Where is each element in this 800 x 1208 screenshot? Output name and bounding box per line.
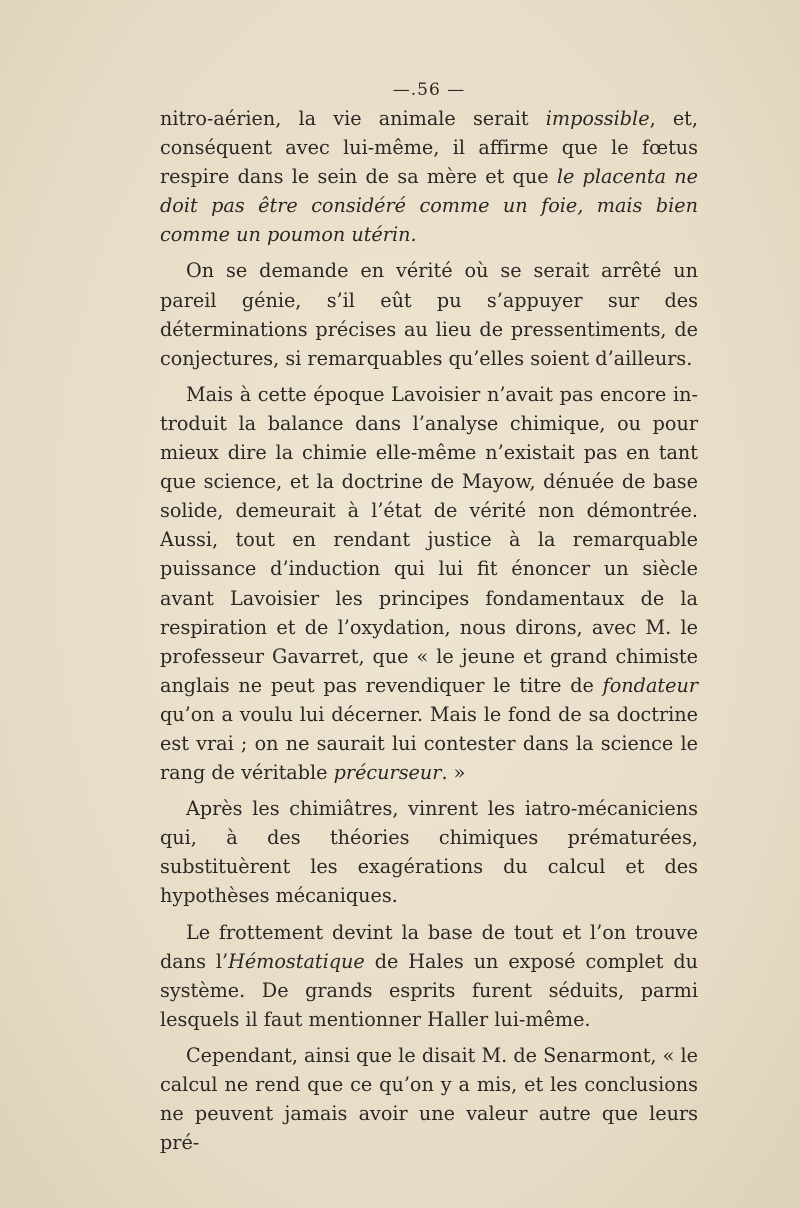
text-run: nitro-aérien, la vie animale serait bbox=[160, 107, 546, 130]
italic-run: Hémostatique bbox=[228, 949, 365, 973]
paragraph-5 bbox=[160, 918, 698, 1034]
text-run: de Hales un exposé complet du système. De grands esprits furent séduits, parmi lesquels il faut mentionner Haller lui-même. bbox=[160, 949, 698, 1031]
paragraph-1 bbox=[160, 104, 698, 249]
text-run: Cependant, ainsi que le disait M. de Senarmont, « le calcul ne rend que ce qu’on y a mis, et les conclusions ne peuvent jamais avoir une valeur autre que leurs pré- bbox=[160, 1043, 698, 1155]
paragraph-2 bbox=[160, 256, 698, 372]
italic-run: impossible bbox=[545, 107, 650, 130]
text-run: . » bbox=[441, 761, 466, 785]
paragraph-4 bbox=[160, 794, 698, 910]
document-page bbox=[160, 76, 698, 1157]
text-run: Mais à cette époque Lavoisier n’avait pas encore introduit la balance dans l’analyse chimique, ou pour mieux dire la chimie elle-même n’existait pas en tant que science, et la doctrine de Mayow, dénuée de base solide, demeurait à l’état de vérité non démontrée. Aussi, tout en rendant justice à la remarquable puissance d’induction qui lui fit énoncer un siècle avant Lavoisier les principes fondamentaux de la respiration et de l’oxydation, nous dirons, avec M. le professeur Gavarret, que « le jeune et grand chimiste anglais ne peut pas revendiquer le titre de bbox=[160, 382, 698, 697]
text-run: qu’on a voulu lui décerner. Mais le fond de sa doctrine est vrai ; on ne saurait lui contester dans la science le rang de véritable bbox=[160, 702, 698, 785]
page-number: —.56 — bbox=[392, 80, 466, 100]
text-run: Après les chimiâtres, vinrent les iatro-mécaniciens qui, à des théories chimiques prématurées, substituèrent les exagérations du calcul et des hypothèses mécaniques. bbox=[160, 797, 698, 908]
paragraph-6 bbox=[160, 1041, 698, 1157]
italic-run: le placenta ne doit pas être considéré comme un foie, mais bien comme un poumon utérin. bbox=[160, 165, 698, 247]
body-text bbox=[160, 104, 698, 1157]
text-run: On se demande en vérité où se serait arrêté un pareil génie, s’il eût pu s’appuyer sur des déterminations précises au lieu de pressentiments, de conjectures, si remarquables qu’elles soient d’ailleurs. bbox=[160, 259, 698, 370]
paragraph-3 bbox=[160, 380, 698, 787]
italic-run: précurseur bbox=[333, 761, 442, 785]
italic-run: fondateur bbox=[602, 673, 698, 697]
text-run: , et, conséquent avec lui-même, il affirme que le fœtus respire dans le sein de sa mère et que bbox=[160, 107, 698, 189]
text-run: Le frottement devint la base de tout et l’on trouve dans l’ bbox=[160, 920, 698, 973]
